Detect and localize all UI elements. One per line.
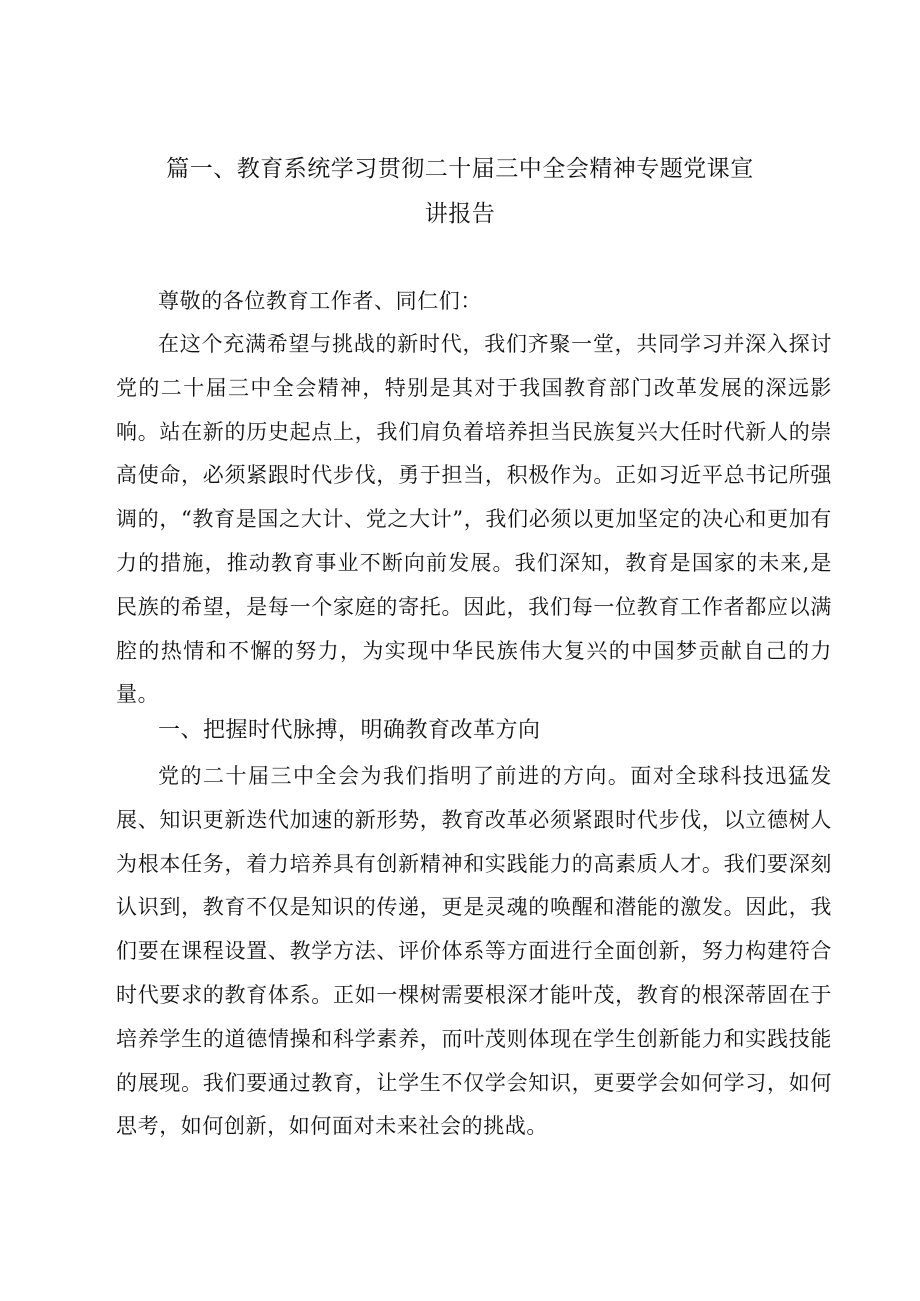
paragraph-1: 在这个充满希望与挑战的新时代，我们齐聚一堂，共同学习并深入探讨党的二十届三中全会精神，特别是其对于我国教育部门改革发展的深远影响。站在新的历史起点上，我们肩负着培养担当民族复兴大任时代新人的崇高使命，必须紧跟时代步伐，勇于担当，积极作为。正如习近平总书记所强调的，“教育是国之大计、党之大计”，我们必须以更加坚定的决心和更加有力的措施，推动教育事业不断向前发展。我们深知，教育是国家的未来,是民族的希望，是每一个家庭的寄托。因此，我们每一位教育工作者都应以满腔的热情和不懈的努力，为实现中华民族伟大复兴的中国梦贡献自己的力量。 bbox=[116, 332, 832, 707]
document-title-line2: 讲报告 bbox=[424, 201, 496, 227]
document-title-line1: 篇一、教育系统学习贯彻二十届三中全会精神专题党课宣 bbox=[166, 156, 754, 182]
salutation: 尊敬的各位教育工作者、同仁们： bbox=[158, 289, 482, 313]
section-heading-1: 一、把握时代脉搏，明确教育改革方向 bbox=[158, 718, 541, 743]
paragraph-2: 党的二十届三中全会为我们指明了前进的方向。面对全球科技迅猛发展、知识更新迭代加速的新形势，教育改革必须紧跟时代步伐，以立德树人为根本任务，着力培养具有创新精神和实践能力的高素质人才。我们要深刻认识到，教育不仅是知识的传递，更是灵魂的唤醒和潜能的激发。因此，我们要在课程设置、教学方法、评价体系等方面进行全面创新，努力构建符合时代要求的教育体系。正如一棵树需要根深才能叶茂，教育的根深蒂固在于培养学生的道德情操和科学素养，而叶茂则体现在学生创新能力和实践技能的展现。我们要通过教育，让学生不仅学会知识，更要学会如何学习，如何思考，如何创新，如何面对未来社会的挑战。 bbox=[116, 764, 832, 1139]
